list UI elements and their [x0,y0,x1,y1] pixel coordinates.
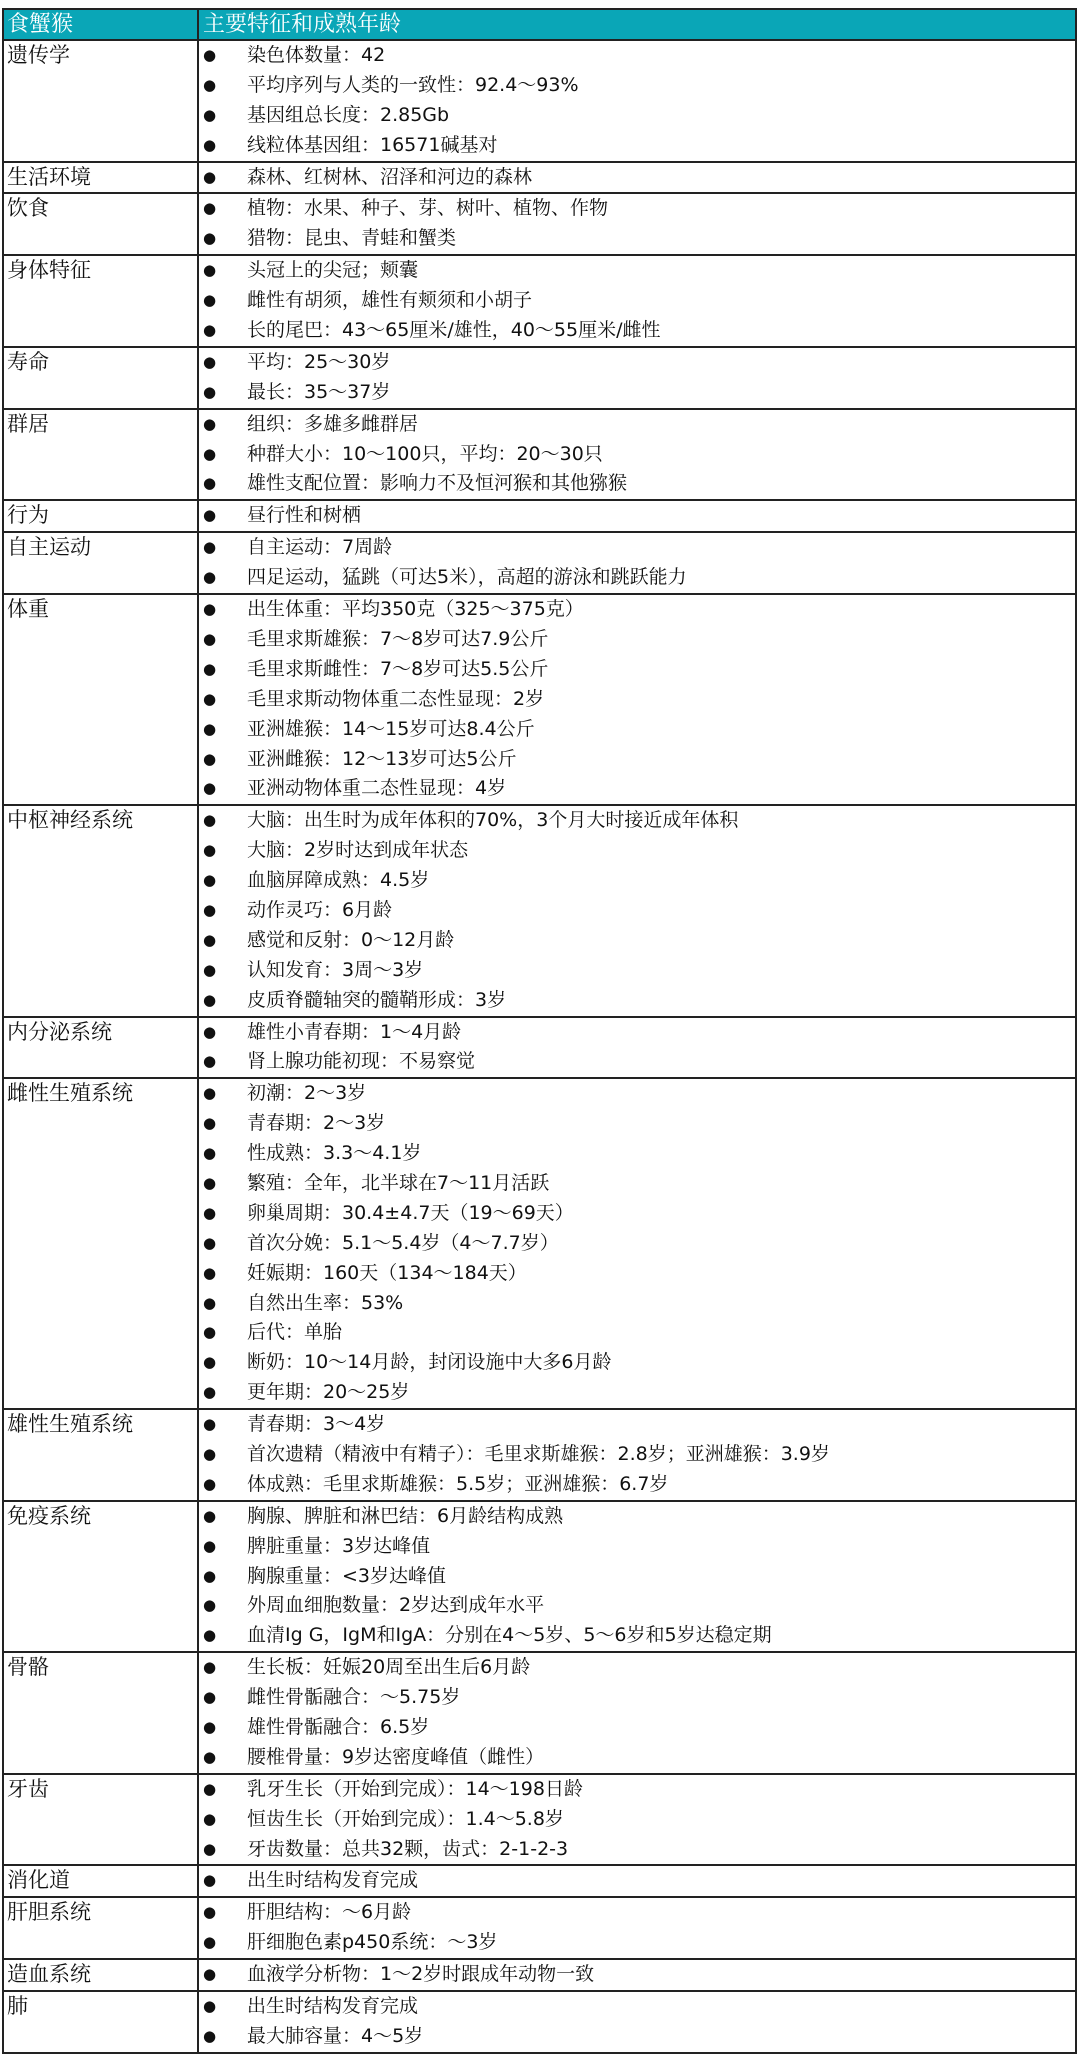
item-text: 动作灵巧：6月龄 [247,898,393,921]
list-item [199,440,1075,470]
row-items [199,595,1075,804]
list-item [199,1440,1075,1470]
list-item [199,348,1075,378]
bullet-icon [199,533,247,563]
bullet-icon [199,1079,247,1109]
row-category: 免疫系统 [4,1502,199,1651]
table-row [4,1410,1075,1502]
bullet-icon [199,1562,247,1592]
bullet-icon [199,2022,247,2052]
item-text: 植物：水果、种子、芽、树叶、植物、作物 [247,197,609,220]
bullet-icon [199,1928,247,1958]
item-text: 感觉和反射：0～12月龄 [247,928,455,951]
list-item [199,1562,1075,1592]
item-text: 血清Ig G，IgM和IgA：分别在4～5岁、5～6岁和5岁达稳定期 [247,1624,772,1647]
bullet-icon [199,1835,247,1865]
bullet-icon [199,563,247,593]
table-row [4,1653,1075,1775]
list-item [199,986,1075,1016]
row-items [199,256,1075,346]
item-text: 自然出生率：53% [247,1291,404,1314]
bullet-icon [199,1229,247,1259]
list-item [199,745,1075,775]
bullet-icon [199,378,247,408]
table-row [4,410,1075,502]
row-items [199,410,1075,500]
bullet-icon [199,685,247,715]
list-item [199,926,1075,956]
item-text: 亚洲雌猴：12～13岁可达5公斤 [247,747,517,770]
bullet-icon [199,1805,247,1835]
row-category: 饮食 [4,194,199,254]
row-items [199,41,1075,161]
bullet-icon [199,1410,247,1440]
item-text: 血液学分析物：1～2岁时跟成年动物一致 [247,1963,595,1986]
list-item [199,806,1075,836]
row-items [199,1775,1075,1865]
bullet-icon [199,1866,247,1896]
item-text: 基因组总长度：2.85Gb [247,103,450,126]
item-text: 雄性骨骺融合：6.5岁 [247,1716,430,1739]
bullet-icon [199,806,247,836]
bullet-icon [199,836,247,866]
list-item [199,1018,1075,1048]
item-text: 自主运动：7周龄 [247,536,393,559]
bullet-icon [199,1653,247,1683]
list-item [199,163,1075,193]
table-row [4,1866,1075,1898]
list-item [199,1775,1075,1805]
item-text: 胸腺、脾脏和淋巴结：6月龄结构成熟 [247,1504,564,1527]
bullet-icon [199,194,247,224]
item-text: 牙齿数量：总共32颗，齿式：2-1-2-3 [247,1837,569,1860]
item-text: 乳牙生长（开始到完成）：14～198日龄 [247,1777,583,1800]
row-category: 雄性生殖系统 [4,1410,199,1500]
item-text: 雌性骨骺融合：～5.75岁 [247,1686,461,1709]
bullet-icon [199,745,247,775]
bullet-icon [199,956,247,986]
list-item [199,1835,1075,1865]
item-text: 认知发育：3周～3岁 [247,958,424,981]
list-item [199,1199,1075,1229]
bullet-icon [199,1775,247,1805]
item-text: 肝细胞色素p450系统：～3岁 [247,1931,498,1954]
table-header [4,10,1075,41]
bullet-icon [199,1743,247,1773]
item-text: 生长板：妊娠20周至出生后6月龄 [247,1656,531,1679]
list-item [199,71,1075,101]
list-item [199,256,1075,286]
bullet-icon [199,926,247,956]
list-item [199,410,1075,440]
row-items [199,163,1075,193]
list-item [199,1289,1075,1319]
list-item [199,1621,1075,1651]
list-item [199,469,1075,499]
list-item [199,224,1075,254]
bullet-icon [199,1440,247,1470]
row-items [199,348,1075,408]
list-item [199,1683,1075,1713]
list-item [199,2022,1075,2052]
row-items [199,1898,1075,1958]
item-text: 青春期：2～3岁 [247,1112,386,1135]
item-text: 种群大小：10～100只，平均：20～30只 [247,442,603,465]
header-species: 食蟹猴 [4,10,199,39]
bullet-icon [199,286,247,316]
bullet-icon [199,1348,247,1378]
row-items [199,1866,1075,1896]
row-items [199,1502,1075,1651]
table-row [4,1018,1075,1080]
row-category: 肝胆系统 [4,1898,199,1958]
list-item [199,1992,1075,2022]
list-item [199,774,1075,804]
row-category: 造血系统 [4,1960,199,1990]
bullet-icon [199,1621,247,1651]
row-category: 雌性生殖系统 [4,1079,199,1408]
item-text: 亚洲雄猴：14～15岁可达8.4公斤 [247,717,535,740]
list-item [199,1410,1075,1440]
row-category: 自主运动 [4,533,199,593]
item-text: 体成熟：毛里求斯雄猴：5.5岁；亚洲雄猴：6.7岁 [247,1472,669,1495]
row-items [199,1410,1075,1500]
bullet-icon [199,316,247,346]
maturation-table [2,8,1077,2054]
item-text: 恒齿生长（开始到完成）：1.4～5.8岁 [247,1807,564,1830]
bullet-icon [199,1683,247,1713]
row-items [199,533,1075,593]
item-text: 更年期：20～25岁 [247,1381,410,1404]
list-item [199,1378,1075,1408]
item-text: 繁殖：全年，北半球在7～11月活跃 [247,1171,550,1194]
item-text: 平均序列与人类的一致性：92.4～93% [247,73,579,96]
list-item [199,1502,1075,1532]
bullet-icon [199,1047,247,1077]
item-text: 亚洲动物体重二态性显现：4岁 [247,777,507,800]
item-text: 四足运动，猛跳（可达5米），高超的游泳和跳跃能力 [247,566,687,589]
item-text: 腰椎骨量：9岁达密度峰值（雌性） [247,1745,545,1768]
row-category: 骨骼 [4,1653,199,1773]
list-item [199,1139,1075,1169]
list-item [199,866,1075,896]
row-category: 群居 [4,410,199,500]
item-text: 毛里求斯雌性：7～8岁可达5.5公斤 [247,657,549,680]
item-text: 长的尾巴：43～65厘米/雄性，40～55厘米/雌性 [247,319,661,342]
table-row [4,595,1075,806]
table-row [4,256,1075,348]
table-row [4,501,1075,533]
bullet-icon [199,896,247,926]
bullet-icon [199,1378,247,1408]
list-item [199,1805,1075,1835]
row-category: 行为 [4,501,199,531]
bullet-icon [199,224,247,254]
item-text: 皮质脊髓轴突的髓鞘形成：3岁 [247,988,507,1011]
row-category: 体重 [4,595,199,804]
item-text: 雄性小青春期：1～4月龄 [247,1020,462,1043]
row-category: 生活环境 [4,163,199,193]
table-body [4,41,1075,2052]
table-row [4,1079,1075,1410]
bullet-icon [199,1199,247,1229]
list-item [199,316,1075,346]
item-text: 肝胆结构：～6月龄 [247,1901,412,1924]
list-item [199,378,1075,408]
bullet-icon [199,1470,247,1500]
list-item [199,194,1075,224]
list-item [199,286,1075,316]
list-item [199,1109,1075,1139]
list-item [199,1229,1075,1259]
item-text: 毛里求斯雄猴：7～8岁可达7.9公斤 [247,627,549,650]
row-items [199,1992,1075,2052]
bullet-icon [199,774,247,804]
list-item [199,1591,1075,1621]
table-row [4,1992,1075,2052]
item-text: 后代：单胎 [247,1321,343,1344]
bullet-icon [199,1960,247,1990]
row-items [199,194,1075,254]
list-item [199,1866,1075,1896]
list-item [199,533,1075,563]
table-row [4,163,1075,195]
list-item [199,563,1075,593]
list-item [199,956,1075,986]
list-item [199,1318,1075,1348]
bullet-icon [199,1992,247,2022]
item-text: 出生体重：平均350克（325～375克） [247,598,584,621]
row-items [199,1960,1075,1990]
table-row [4,1502,1075,1653]
bullet-icon [199,986,247,1016]
bullet-icon [199,163,247,193]
bullet-icon [199,348,247,378]
item-text: 首次分娩：5.1～5.4岁（4～7.7岁） [247,1231,559,1254]
bullet-icon [199,1259,247,1289]
table-row [4,806,1075,1017]
bullet-icon [199,71,247,101]
bullet-icon [199,1502,247,1532]
list-item [199,1928,1075,1958]
table-row [4,1960,1075,1992]
bullet-icon [199,866,247,896]
item-text: 雄性支配位置：影响力不及恒河猴和其他猕猴 [247,472,628,495]
list-item [199,1743,1075,1773]
item-text: 断奶：10～14月龄，封闭设施中大多6月龄 [247,1351,612,1374]
list-item [199,896,1075,926]
list-item [199,836,1075,866]
list-item [199,1653,1075,1683]
row-category: 肺 [4,1992,199,2052]
item-text: 初潮：2～3岁 [247,1082,367,1105]
list-item [199,655,1075,685]
list-item [199,1898,1075,1928]
row-category: 中枢神经系统 [4,806,199,1015]
row-category: 身体特征 [4,256,199,346]
header-features: 主要特征和成熟年龄 [203,12,402,37]
item-text: 毛里求斯动物体重二态性显现：2岁 [247,687,545,710]
row-items [199,501,1075,531]
bullet-icon [199,440,247,470]
bullet-icon [199,1713,247,1743]
item-text: 性成熟：3.3～4.1岁 [247,1142,422,1165]
item-text: 雌性有胡须，雄性有颊须和小胡子 [247,289,533,312]
bullet-icon [199,625,247,655]
list-item [199,1960,1075,1990]
item-text: 大脑：2岁时达到成年状态 [247,839,469,862]
list-item [199,1259,1075,1289]
table-row [4,533,1075,595]
list-item [199,685,1075,715]
bullet-icon [199,1318,247,1348]
bullet-icon [199,1898,247,1928]
bullet-icon [199,1532,247,1562]
item-text: 最长：35～37岁 [247,380,391,403]
bullet-icon [199,655,247,685]
bullet-icon [199,41,247,71]
row-category: 遗传学 [4,41,199,161]
row-items [199,1079,1075,1408]
list-item [199,1713,1075,1743]
bullet-icon [199,501,247,531]
bullet-icon [199,1169,247,1199]
bullet-icon [199,469,247,499]
list-item [199,1047,1075,1077]
row-category: 消化道 [4,1866,199,1896]
table-row [4,41,1075,163]
item-text: 首次遗精（精液中有精子）：毛里求斯雄猴：2.8岁；亚洲雄猴：3.9岁 [247,1443,830,1465]
bullet-icon [199,101,247,131]
item-text: 昼行性和树栖 [247,504,362,527]
bullet-icon [199,1018,247,1048]
item-text: 胸腺重量：<3岁达峰值 [247,1564,447,1587]
list-item [199,595,1075,625]
item-text: 肾上腺功能初现：不易察觉 [247,1050,476,1073]
bullet-icon [199,256,247,286]
list-item [199,1470,1075,1500]
bullet-icon [199,1109,247,1139]
item-text: 脾脏重量：3岁达峰值 [247,1534,431,1557]
item-text: 线粒体基因组：16571碱基对 [247,133,498,156]
item-text: 染色体数量：42 [247,44,386,66]
item-text: 大脑：出生时为成年体积的70%，3个月大时接近成年体积 [247,809,739,832]
list-item [199,1348,1075,1378]
row-category: 牙齿 [4,1775,199,1865]
item-text: 卵巢周期：30.4±4.7天（19～69天） [247,1201,574,1224]
list-item [199,1169,1075,1199]
list-item [199,41,1075,71]
bullet-icon [199,131,247,161]
list-item [199,101,1075,131]
item-text: 妊娠期：160天（134～184天） [247,1261,527,1284]
row-category: 内分泌系统 [4,1018,199,1078]
bullet-icon [199,595,247,625]
row-items [199,806,1075,1015]
bullet-icon [199,1139,247,1169]
item-text: 血脑屏障成熟：4.5岁 [247,869,430,892]
table-row [4,1898,1075,1960]
item-text: 出生时结构发育完成 [247,1995,419,2018]
row-items [199,1018,1075,1078]
item-text: 外周血细胞数量：2岁达到成年水平 [247,1594,545,1617]
list-item [199,715,1075,745]
list-item [199,1532,1075,1562]
table-row [4,348,1075,410]
item-text: 森林、红树林、沼泽和河边的森林 [247,165,533,188]
bullet-icon [199,410,247,440]
bullet-icon [199,1289,247,1319]
item-text: 头冠上的尖冠；颊囊 [247,259,419,282]
item-text: 出生时结构发育完成 [247,1869,419,1892]
item-text: 组织：多雄多雌群居 [247,412,419,435]
item-text: 平均：25～30岁 [247,350,391,373]
item-text: 猎物：昆虫、青蛙和蟹类 [247,227,457,250]
table-row [4,1775,1075,1867]
item-text: 最大肺容量：4～5岁 [247,2024,424,2047]
bullet-icon [199,715,247,745]
list-item [199,1079,1075,1109]
row-items [199,1653,1075,1773]
list-item [199,501,1075,531]
list-item [199,625,1075,655]
list-item [199,131,1075,161]
bullet-icon [199,1591,247,1621]
row-category: 寿命 [4,348,199,408]
table-row [4,194,1075,256]
item-text: 青春期：3～4岁 [247,1413,386,1436]
